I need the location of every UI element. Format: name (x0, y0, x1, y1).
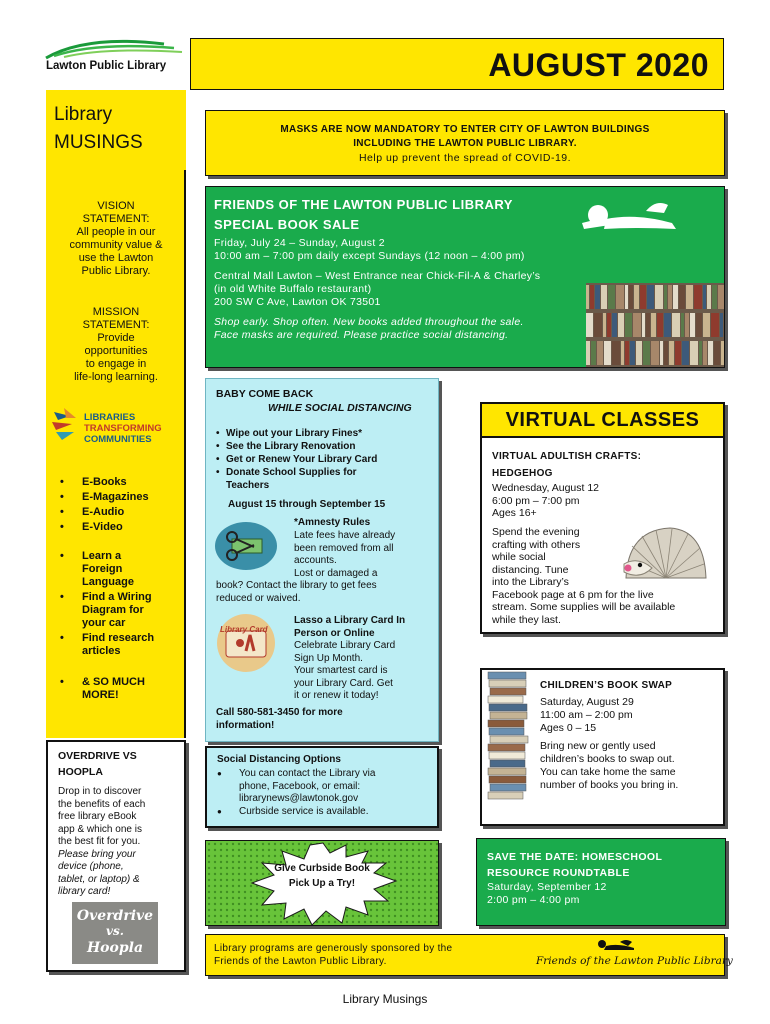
list-item: • E-Video (56, 521, 182, 534)
book-stacks-photo (586, 283, 724, 367)
stacked-book (488, 720, 524, 727)
book-spine (712, 285, 717, 309)
overdrive-line: the benefits of each (58, 798, 146, 810)
craft-desc-line: stream. Some supplies will be available (492, 601, 676, 613)
book-swap-description (540, 740, 678, 792)
wonder-woman-card-icon (216, 611, 276, 675)
list-item-line: • See the Library Renovation (226, 441, 356, 452)
list-item-line: MORE! (82, 689, 119, 701)
book-spine (655, 285, 663, 309)
reading-child-mini-icon (594, 936, 638, 952)
book-spine (590, 285, 594, 309)
book-spine (720, 313, 723, 337)
book-spine (621, 341, 624, 365)
baby-come-back-box (205, 378, 439, 742)
stacked-book (488, 744, 525, 751)
stacked-book (488, 672, 526, 679)
stacked-book (489, 728, 524, 735)
overdrive-line: Drop in to discover (58, 786, 142, 797)
book-spine (721, 341, 724, 365)
card-line: Your smartest card is (294, 665, 388, 676)
book-sale-location: Central Mall Lawton – West Entrance near Chick-Fil-A & Charley’s (214, 270, 541, 282)
book-spine (643, 341, 650, 365)
craft-class-title (492, 448, 641, 482)
book-spine (601, 285, 607, 309)
craft-desc-line: Facebook page at 6 pm for the live (492, 588, 654, 601)
email-address[interactable]: librarynews@lawtonok.gov (239, 793, 359, 804)
book-spine (630, 341, 635, 365)
ltc-logo-line: TRANSFORMING (84, 423, 162, 434)
masks-heading (206, 123, 724, 151)
craft-when-line: 6:00 pm – 7:00 pm (492, 494, 580, 507)
virtual-classes-heading: VIRTUAL CLASSES (505, 409, 700, 431)
baby-come-back-subtitle: WHILE SOCIAL DISTANCING (268, 402, 412, 414)
sponsor-banner (205, 934, 733, 976)
craft-title-line: VIRTUAL ADULTISH CRAFTS: (492, 451, 642, 462)
book-spine (668, 285, 672, 309)
book-spine (664, 341, 668, 365)
call-line: information! (216, 719, 275, 731)
list-item (216, 440, 432, 453)
book-spine (672, 313, 680, 337)
book-hedgehog-icon (618, 522, 710, 586)
image-text: Overdrive (76, 908, 154, 924)
ltc-logo-line: LIBRARIES (84, 412, 136, 423)
book-spine (586, 341, 590, 365)
book-sale-dates: Friday, July 24 – Sunday, August 2 (214, 237, 385, 249)
book-spine (651, 341, 659, 365)
overdrive-line: tablet, or laptop) & (58, 873, 140, 885)
book-spine (594, 313, 602, 337)
book-sale-note: Face masks are required. Please practice social distancing. (214, 329, 509, 341)
list-item-line: • Wipe out your Library Fines* (226, 428, 363, 439)
book-spine (636, 341, 642, 365)
book-stack-icon (486, 670, 530, 802)
stacked-book (488, 768, 526, 775)
vision-line: Public Library. (81, 265, 151, 277)
book-spine (675, 341, 681, 365)
reading-child-icon (576, 189, 684, 237)
book-swap-when-line: Ages 0 – 15 (540, 722, 597, 734)
mission-statement (52, 306, 180, 384)
list-item: • E-Magazines (56, 491, 182, 504)
list-item-line: articles (82, 645, 121, 657)
vision-line: use the Lawton (78, 252, 154, 264)
book-sale-address: 200 SW C Ave, Lawton OK 73501 (214, 296, 381, 308)
amnesty-line: Lost or damaged a (294, 567, 378, 579)
vision-line: STATEMENT: (82, 213, 150, 225)
vision-line: All people in our (76, 226, 156, 238)
amnesty-line: book? Contact the library to get fees (216, 580, 377, 591)
mission-line: STATEMENT: (82, 319, 150, 331)
list-item (216, 453, 432, 466)
book-spine (696, 313, 702, 337)
ltc-logo-line: COMMUNITIES (84, 434, 152, 445)
stacked-book (489, 752, 525, 759)
book-sale-title (214, 195, 574, 235)
stacked-book (490, 736, 528, 743)
list-item-line: • Find a Wiring (82, 591, 152, 603)
list-item-line: phone, Facebook, or email: (239, 780, 361, 792)
book-spine (595, 285, 600, 309)
curbside-text (206, 861, 438, 891)
book-spine (625, 285, 628, 309)
craft-desc-line: crafting with others (492, 538, 581, 551)
book-swap-when (540, 696, 634, 735)
masks-heading-line: INCLUDING THE LAWTON PUBLIC LIBRARY. (353, 138, 577, 149)
card-title-line: Person or Online (294, 627, 375, 639)
book-spine (603, 313, 606, 337)
list-item (217, 768, 435, 806)
book-sale-note: Shop early. Shop often. New books added throughout the sale. (214, 316, 524, 328)
book-swap-desc-line: number of books you bring in. (540, 779, 679, 791)
month-title-bar (190, 38, 724, 90)
book-swap-desc-line: You can take home the same (540, 766, 676, 778)
list-item-line: • Donate School Supplies for (226, 467, 357, 478)
stacked-book (490, 688, 526, 695)
book-spine (707, 285, 711, 309)
curbside-line: Pick Up a Try! (288, 878, 356, 889)
friends-book-sale-box (205, 186, 725, 368)
newsletter-title-line1: Library (54, 104, 113, 125)
social-distancing-title: Social Distancing Options (217, 754, 341, 765)
mission-line: MISSION (92, 306, 140, 318)
overdrive-line: the best fit for you. (58, 836, 141, 847)
left-sidebar (46, 170, 186, 738)
overdrive-description (58, 786, 182, 899)
book-spine (629, 285, 633, 309)
call-for-info (216, 707, 343, 732)
book-spine (718, 285, 724, 309)
overdrive-title-line: OVERDRIVE VS (58, 750, 137, 762)
list-item (216, 466, 432, 492)
craft-when-line: Ages 16+ (492, 507, 537, 519)
book-spine (699, 341, 702, 365)
stacked-book (490, 712, 527, 719)
book-spine (690, 341, 698, 365)
overdrive-vs-hoopla-image (72, 902, 158, 964)
list-item-line: • Get or Renew Your Library Card (226, 454, 378, 465)
vision-statement (52, 200, 180, 278)
overdrive-line: device (phone, (58, 861, 124, 872)
social-distancing-list (217, 768, 435, 818)
book-spine (625, 313, 632, 337)
overdrive-title-line: HOOPLA (58, 766, 103, 778)
book-spine (608, 285, 615, 309)
book-spine (646, 313, 650, 337)
curbside-box (205, 840, 439, 926)
book-spine (703, 341, 707, 365)
homeschool-roundtable-box (476, 838, 726, 926)
list-item-line: • & SO MUCH (82, 676, 145, 688)
virtual-classes-header (482, 404, 723, 438)
book-spine (604, 341, 611, 365)
book-spine (633, 313, 641, 337)
book-spine (703, 313, 710, 337)
library-card-image (216, 611, 276, 675)
overdrive-title (58, 748, 182, 780)
amnesty-line: reduced or waived. (216, 592, 301, 604)
book-spine (586, 313, 593, 337)
homeschool-title-line: RESOURCE ROUNDTABLE (487, 867, 630, 879)
swoosh-icon (44, 36, 184, 62)
eservices-list (56, 476, 182, 536)
book-swap-when-line: Saturday, August 29 (540, 696, 634, 708)
book-spine (616, 285, 624, 309)
book-spine (591, 341, 596, 365)
book-spine (714, 341, 720, 365)
baby-come-back-title: BABY COME BACK (216, 388, 314, 400)
list-item-line: ● Curbside service is available. (239, 805, 369, 817)
homeschool-date: Saturday, September 12 (487, 881, 607, 893)
overdrive-vs-hoopla-box (46, 740, 186, 972)
book-swap-title: CHILDREN’S BOOK SWAP (540, 680, 673, 691)
list-item-line: • Find research (82, 632, 155, 644)
book-spine (703, 285, 706, 309)
craft-desc-line: Spend the evening (492, 526, 580, 538)
amnesty-line: been removed from all (294, 542, 394, 554)
mission-line: life-long learning. (74, 371, 158, 383)
image-text: Hoopla (86, 940, 144, 956)
call-line: Call 580-581-3450 for more (216, 707, 343, 718)
masks-heading-line: MASKS ARE NOW MANDATORY TO ENTER CITY OF LAWTON BUILDINGS (280, 124, 650, 135)
list-item (216, 427, 432, 440)
book-spine (657, 313, 663, 337)
craft-when-line: Wednesday, August 12 (492, 482, 600, 494)
amnesty-rules-title: *Amnesty Rules (294, 517, 371, 528)
book-spine (612, 313, 617, 337)
book-sale-title-line: SPECIAL BOOK SALE (214, 217, 360, 232)
amnesty-line: accounts. (294, 555, 337, 566)
virtual-classes-box (480, 402, 725, 634)
stacked-book (489, 680, 526, 687)
book-spine (640, 285, 646, 309)
overdrive-line: Please bring your (58, 848, 136, 860)
more-list (56, 676, 182, 704)
baby-come-back-list (216, 427, 432, 492)
book-spine (618, 313, 624, 337)
list-item-line: Diagram for (82, 604, 144, 616)
card-title-line: Lasso a Library Card In (294, 615, 406, 626)
book-spine (612, 341, 620, 365)
craft-desc-line: into the Library’s (492, 576, 569, 588)
list-item (56, 632, 182, 658)
book-spine (586, 285, 589, 309)
book-spine (690, 313, 695, 337)
book-spine (686, 285, 693, 309)
mission-line: to engage in (85, 358, 147, 370)
scissors-cutting-fines-icon (214, 521, 278, 571)
card-image-text: Library Card (220, 625, 268, 634)
newsletter-title-line2: MUSINGS (54, 132, 143, 153)
book-spine (625, 341, 629, 365)
libraries-transforming-communities-logo (50, 406, 186, 446)
book-spine (685, 313, 689, 337)
logo-text: Lawton Public Library (46, 60, 167, 72)
stacked-book (489, 776, 526, 783)
mission-line: Provide (97, 332, 135, 344)
childrens-book-swap-box (480, 668, 725, 826)
stacked-book (488, 792, 523, 799)
sponsor-line: Friends of the Lawton Public Library. (214, 956, 387, 967)
list-item (56, 676, 182, 702)
craft-class-when (492, 482, 599, 520)
book-spine (681, 313, 684, 337)
book-spine (664, 285, 667, 309)
book-sale-location: (in old White Buffalo restaurant) (214, 283, 372, 295)
sponsor-line: Library programs are generously sponsored by the (214, 943, 453, 954)
list-item-line: • Learn a (82, 550, 122, 562)
book-spine (647, 285, 654, 309)
image-text: vs. (106, 924, 124, 938)
sponsor-text (214, 942, 514, 968)
book-spine (664, 313, 671, 337)
mission-line: opportunities (84, 345, 148, 357)
list-item: • E-Audio (56, 506, 182, 519)
social-distancing-box (205, 746, 439, 828)
book-spine (597, 341, 603, 365)
amnesty-dates: August 15 through September 15 (228, 499, 386, 510)
homeschool-title (487, 849, 662, 881)
list-item (217, 806, 435, 819)
stacked-book (488, 696, 523, 703)
book-spine (679, 285, 685, 309)
book-swap-when-line: 11:00 am – 2:00 pm (540, 709, 633, 721)
learn-list (56, 550, 182, 660)
vision-line: community value & (69, 239, 163, 251)
list-item (56, 591, 182, 630)
card-line: Celebrate Library Card (294, 640, 396, 651)
book-swap-desc-line: Bring new or gently used (540, 740, 656, 752)
list-item-line: Teachers (226, 480, 270, 491)
amnesty-line: Late fees have already (294, 530, 396, 541)
masks-mandatory-banner (205, 110, 725, 176)
list-item-line: ● You can contact the Library via (239, 768, 376, 779)
craft-desc-line: while they last. (492, 613, 561, 626)
book-spine (642, 313, 645, 337)
book-spine (634, 285, 639, 309)
newsletter-title (46, 90, 186, 170)
book-spine (669, 341, 674, 365)
list-item-line: your car (82, 617, 126, 629)
ltc-emblem-icon (50, 406, 82, 444)
amnesty-rules-text-wide (216, 580, 377, 605)
book-spine (651, 313, 656, 337)
overdrive-line: library card! (58, 886, 111, 897)
card-line: your Library Card. Get (294, 677, 393, 689)
book-swap-desc-line: children’s books to swap out. (540, 753, 675, 765)
book-sale-title-line: FRIENDS OF THE LAWTON PUBLIC LIBRARY (214, 197, 513, 212)
book-spine (711, 313, 719, 337)
library-logo (44, 36, 184, 78)
overdrive-line: app & which one is (58, 823, 142, 835)
book-spine (673, 285, 678, 309)
card-line: Sign Up Month. (294, 652, 363, 664)
overdrive-line: free library eBook (58, 811, 137, 822)
book-sale-hours: 10:00 am – 7:00 pm daily except Sundays (12 noon – 4:00 pm) (214, 250, 525, 262)
list-item: • E-Books (56, 476, 182, 489)
stacked-book (490, 784, 526, 791)
book-spine (607, 313, 611, 337)
masks-subtext: Help up prevent the spread of COVID-19. (358, 152, 572, 164)
list-item-line: Foreign (82, 563, 123, 575)
homeschool-time: 2:00 pm – 4:00 pm (487, 894, 580, 906)
book-spine (660, 341, 663, 365)
homeschool-title-line: SAVE THE DATE: HOMESCHOOL (487, 851, 663, 863)
craft-desc-line: distancing. Tune (492, 563, 569, 576)
amnesty-rules-text (294, 530, 395, 580)
stacked-book (489, 704, 527, 711)
library-card-title (294, 615, 405, 640)
vision-line: VISION (97, 200, 135, 212)
book-spine (694, 285, 702, 309)
library-card-text (294, 640, 395, 703)
book-spine (682, 341, 689, 365)
curbside-line: Give Curbside Book (274, 863, 370, 874)
book-spine (708, 341, 713, 365)
stacked-book (490, 760, 525, 767)
card-line: it or renew it today! (294, 690, 379, 701)
craft-desc-line: while social (492, 551, 546, 563)
craft-title-line: HEDGEHOG (492, 468, 553, 479)
month-title: AUGUST 2020 (488, 47, 709, 83)
page-footer: Library Musings (342, 992, 428, 1006)
list-item (56, 550, 182, 589)
list-item-line: Language (82, 576, 134, 588)
friends-signature: Friends of the Lawton Public Library (536, 955, 733, 967)
